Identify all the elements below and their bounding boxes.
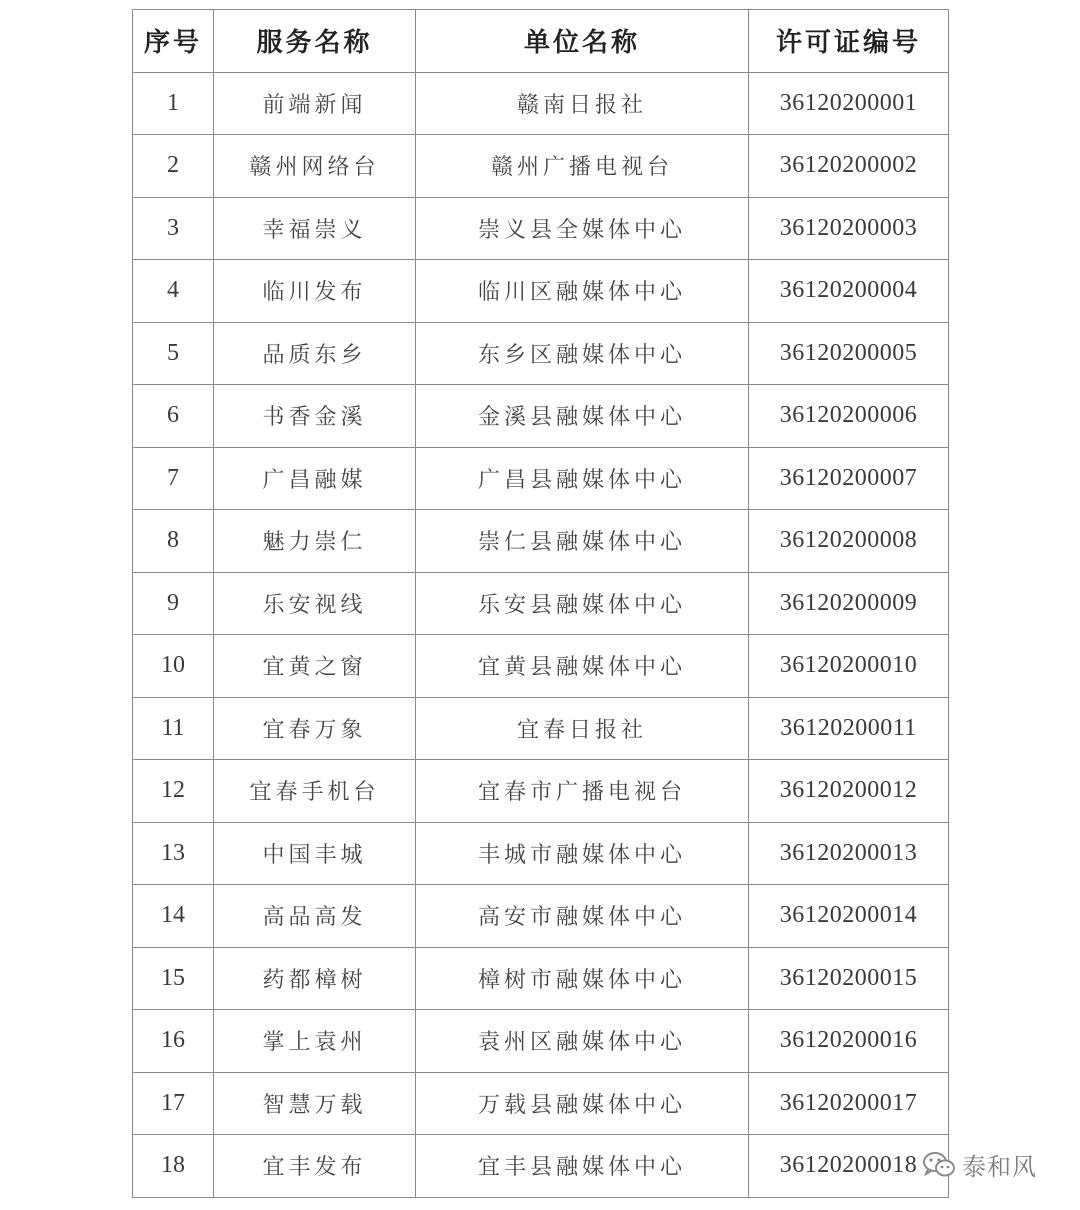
unit-name: 乐安县融媒体中心 [416, 572, 749, 635]
license-number: 36120200008 [749, 510, 949, 573]
table-row [133, 510, 949, 573]
table-row [133, 635, 949, 698]
table-row [133, 697, 949, 760]
row-index: 11 [133, 697, 214, 760]
row-index: 12 [133, 760, 214, 823]
service-name: 宜春万象 [214, 697, 416, 760]
service-name: 高品高发 [214, 885, 416, 948]
table-row [133, 947, 949, 1010]
row-index: 10 [133, 635, 214, 698]
license-number: 36120200015 [749, 947, 949, 1010]
row-index: 14 [133, 885, 214, 948]
table-row [133, 322, 949, 385]
service-name: 临川发布 [214, 260, 416, 323]
license-table [132, 9, 949, 1198]
license-number: 36120200017 [749, 1072, 949, 1135]
license-number: 36120200011 [749, 697, 949, 760]
table-row [133, 135, 949, 198]
license-number: 36120200005 [749, 322, 949, 385]
unit-name: 万载县融媒体中心 [416, 1072, 749, 1135]
row-index: 3 [133, 197, 214, 260]
row-index: 18 [133, 1135, 214, 1198]
row-index: 13 [133, 822, 214, 885]
unit-name: 东乡区融媒体中心 [416, 322, 749, 385]
license-number: 36120200007 [749, 447, 949, 510]
unit-name: 宜春日报社 [416, 697, 749, 760]
service-name: 乐安视线 [214, 572, 416, 635]
row-index: 16 [133, 1010, 214, 1073]
header-unit-name: 单位名称 [416, 10, 749, 73]
unit-name: 广昌县融媒体中心 [416, 447, 749, 510]
row-index: 5 [133, 322, 214, 385]
row-index: 15 [133, 947, 214, 1010]
unit-name: 丰城市融媒体中心 [416, 822, 749, 885]
row-index: 1 [133, 72, 214, 135]
service-name: 广昌融媒 [214, 447, 416, 510]
table-row [133, 885, 949, 948]
license-number: 36120200014 [749, 885, 949, 948]
header-service-name: 服务名称 [214, 10, 416, 73]
table-body [133, 72, 949, 1197]
license-number: 36120200012 [749, 760, 949, 823]
header-index: 序号 [133, 10, 214, 73]
unit-name: 袁州区融媒体中心 [416, 1010, 749, 1073]
unit-name: 宜丰县融媒体中心 [416, 1135, 749, 1198]
license-number: 36120200002 [749, 135, 949, 198]
table-row [133, 447, 949, 510]
watermark-text: 泰和风 [962, 1153, 1037, 1181]
service-name: 宜丰发布 [214, 1135, 416, 1198]
service-name: 中国丰城 [214, 822, 416, 885]
license-number: 36120200018 [749, 1135, 949, 1198]
license-number: 36120200009 [749, 572, 949, 635]
table-row [133, 72, 949, 135]
row-index: 8 [133, 510, 214, 573]
service-name: 品质东乡 [214, 322, 416, 385]
service-name: 药都樟树 [214, 947, 416, 1010]
service-name: 掌上袁州 [214, 1010, 416, 1073]
service-name: 宜春手机台 [214, 760, 416, 823]
license-number: 36120200001 [749, 72, 949, 135]
table-row [133, 1072, 949, 1135]
table-row [133, 260, 949, 323]
unit-name: 高安市融媒体中心 [416, 885, 749, 948]
header-license-number: 许可证编号 [749, 10, 949, 73]
unit-name: 临川区融媒体中心 [416, 260, 749, 323]
unit-name: 宜春市广播电视台 [416, 760, 749, 823]
table-row [133, 197, 949, 260]
unit-name: 樟树市融媒体中心 [416, 947, 749, 1010]
service-name: 书香金溪 [214, 385, 416, 448]
service-name: 智慧万载 [214, 1072, 416, 1135]
license-number: 36120200003 [749, 197, 949, 260]
service-name: 前端新闻 [214, 72, 416, 135]
service-name: 赣州网络台 [214, 135, 416, 198]
row-index: 4 [133, 260, 214, 323]
unit-name: 金溪县融媒体中心 [416, 385, 749, 448]
row-index: 17 [133, 1072, 214, 1135]
watermark [922, 1147, 1037, 1182]
row-index: 7 [133, 447, 214, 510]
table-row [133, 822, 949, 885]
unit-name: 赣州广播电视台 [416, 135, 749, 198]
table-row [133, 385, 949, 448]
license-number: 36120200006 [749, 385, 949, 448]
service-name: 幸福崇义 [214, 197, 416, 260]
unit-name: 崇义县全媒体中心 [416, 197, 749, 260]
row-index: 2 [133, 135, 214, 198]
license-number: 36120200013 [749, 822, 949, 885]
table-row [133, 760, 949, 823]
unit-name: 宜黄县融媒体中心 [416, 635, 749, 698]
license-number: 36120200010 [749, 635, 949, 698]
table-row [133, 1010, 949, 1073]
unit-name: 赣南日报社 [416, 72, 749, 135]
license-number: 36120200004 [749, 260, 949, 323]
row-index: 6 [133, 385, 214, 448]
service-name: 宜黄之窗 [214, 635, 416, 698]
table-header-row [133, 10, 949, 73]
wechat-icon [922, 1151, 956, 1179]
service-name: 魅力崇仁 [214, 510, 416, 573]
table-row [133, 1135, 949, 1198]
unit-name: 崇仁县融媒体中心 [416, 510, 749, 573]
table-row [133, 572, 949, 635]
row-index: 9 [133, 572, 214, 635]
license-number: 36120200016 [749, 1010, 949, 1073]
